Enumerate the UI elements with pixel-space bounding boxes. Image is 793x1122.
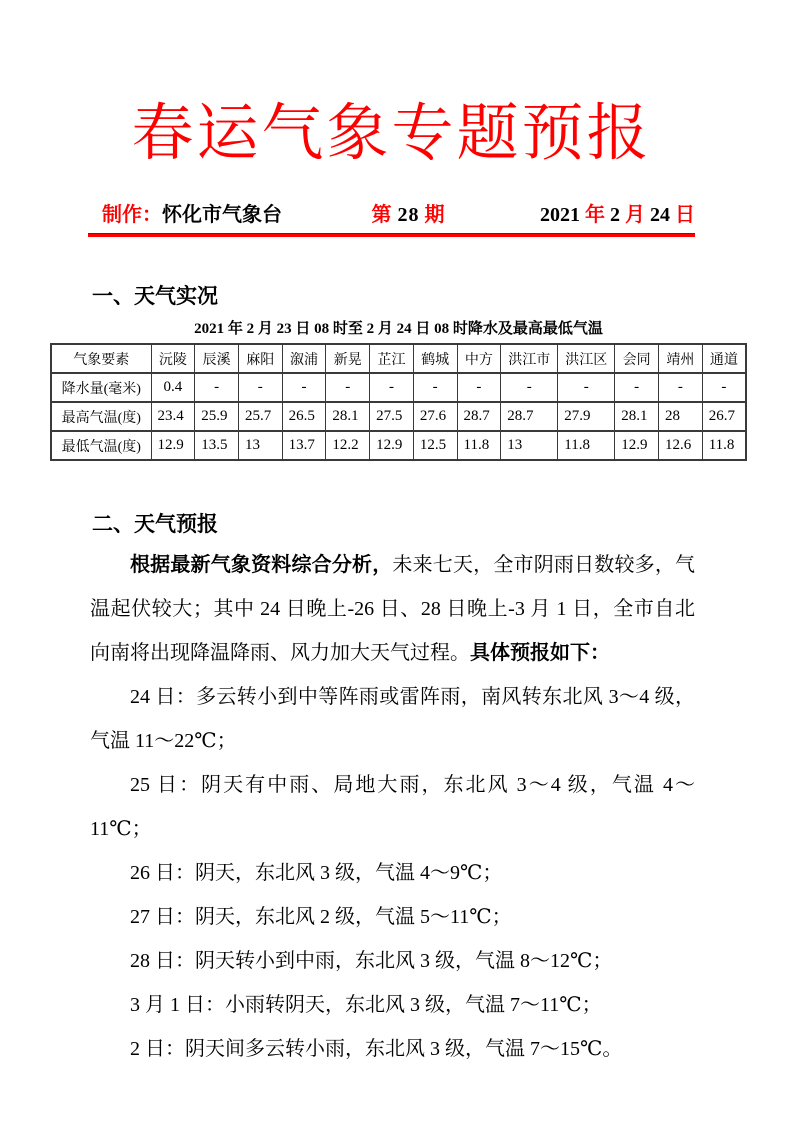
forecast-item: 2 日：阴天间多云转小雨，东北风 3 级，气温 7～15℃。 <box>130 1038 623 1060</box>
table-cell: - <box>195 373 239 402</box>
row-label-cell: 降水量(毫米) <box>51 373 151 402</box>
date-month: 2 <box>610 204 620 226</box>
forecast-item: 25 日：阴天有中雨、局地大雨，东北风 3～4 级，气温 4～11℃； <box>90 774 695 840</box>
forecast-item: 24 日：多云转小到中等阵雨或雷阵雨，南风转东北风 3～4 级，气温 11～22℃； <box>90 686 695 752</box>
table-cell: 13 <box>238 431 282 460</box>
table-cell: 27.9 <box>558 402 615 431</box>
producer-label: 制作： <box>102 204 162 226</box>
forecast-list <box>90 675 695 1071</box>
issue-suffix: 期 <box>424 204 446 226</box>
intro-lead-bold: 根据最新气象资料综合分析， <box>130 554 393 576</box>
report-title: 春运气象专题预报 <box>131 100 652 168</box>
table-cell: 12.5 <box>413 431 457 460</box>
report-date <box>535 202 695 228</box>
section-heading-actual: 一、天气实况 <box>92 285 218 308</box>
table-header-cell: 芷江 <box>370 344 414 373</box>
table-cell: - <box>326 373 370 402</box>
forecast-item: 3 月 1 日：小雨转阴天，东北风 3 级，气温 7～11℃； <box>130 994 602 1016</box>
intro-body: 未来七天，全市阴雨日数较多，气温起伏较大；其中 24 日晚上-26 日、28 日晚上-3 月 1 日，全市自北向南将出现降温降雨、风力加大天气过程。 <box>90 554 696 664</box>
table-cell: 11.8 <box>558 431 615 460</box>
table-header-cell: 气象要素 <box>51 344 151 373</box>
date-day-unit: 日 <box>675 204 695 226</box>
row-label-cell: 最高气温(度) <box>51 402 151 431</box>
table-cell: 28.7 <box>457 402 501 431</box>
table-header-cell: 麻阳 <box>238 344 282 373</box>
table-cell: 12.2 <box>326 431 370 460</box>
table-header-cell: 通道 <box>702 344 746 373</box>
table-header-cell: 洪江区 <box>558 344 615 373</box>
table-cell: 28.1 <box>326 402 370 431</box>
table-caption: 2021 年 2 月 23 日 08 时至 2 月 24 日 08 时降水及最高最低气温 <box>194 321 603 337</box>
table-cell: 12.9 <box>151 431 195 460</box>
forecast-item: 28 日：阴天转小到中雨，东北风 3 级，气温 8～12℃； <box>130 950 613 972</box>
table-cell: - <box>457 373 501 402</box>
table-cell: 28 <box>658 402 702 431</box>
table-cell: 27.5 <box>370 402 414 431</box>
table-cell: 13.7 <box>282 431 326 460</box>
observation-table-block <box>50 319 747 461</box>
table-cell: 23.4 <box>151 402 195 431</box>
table-header-cell: 沅陵 <box>151 344 195 373</box>
table-header-cell: 靖州 <box>658 344 702 373</box>
table-cell: - <box>615 373 659 402</box>
intro-tail-bold: 具体预报如下： <box>470 642 610 664</box>
table-cell: - <box>558 373 615 402</box>
table-cell: 11.8 <box>457 431 501 460</box>
producer-name: 怀化市气象台 <box>162 204 282 226</box>
date-month-unit: 月 <box>625 204 645 226</box>
table-header-cell: 新晃 <box>326 344 370 373</box>
table-header-row <box>51 344 746 373</box>
table-cell: 26.7 <box>702 402 746 431</box>
table-cell: 12.6 <box>658 431 702 460</box>
red-rule-divider <box>88 233 695 237</box>
masthead-info-row <box>88 202 695 228</box>
table-header-cell: 中方 <box>457 344 501 373</box>
table-cell: 27.6 <box>413 402 457 431</box>
table-header-cell: 鹤城 <box>413 344 457 373</box>
observations-table <box>50 343 747 461</box>
table-cell: - <box>501 373 558 402</box>
table-cell: 13 <box>501 431 558 460</box>
table-cell: - <box>658 373 702 402</box>
table-cell: - <box>238 373 282 402</box>
section-heading-forecast: 二、天气预报 <box>92 513 218 536</box>
table-cell: - <box>282 373 326 402</box>
content <box>61 283 738 1071</box>
table-cell: - <box>413 373 457 402</box>
intro-paragraph <box>90 543 695 675</box>
issue-number <box>372 202 446 228</box>
table-cell: 25.7 <box>238 402 282 431</box>
table-cell: - <box>702 373 746 402</box>
masthead <box>88 0 695 237</box>
table-cell: 0.4 <box>151 373 195 402</box>
date-year-unit: 年 <box>585 204 605 226</box>
date-year: 2021 <box>540 204 580 226</box>
table-header-cell: 辰溪 <box>195 344 239 373</box>
table-header-cell: 洪江市 <box>501 344 558 373</box>
forecast-item: 27 日：阴天，东北风 2 级，气温 5～11℃； <box>130 906 512 928</box>
row-label-cell: 最低气温(度) <box>51 431 151 460</box>
issue-value: 28 <box>397 204 420 226</box>
forecast-item: 26 日：阴天，东北风 3 级，气温 4～9℃； <box>130 862 503 884</box>
table-cell: 28.1 <box>615 402 659 431</box>
issue-prefix: 第 <box>371 204 393 226</box>
table-cell: 28.7 <box>501 402 558 431</box>
table-header-cell: 溆浦 <box>282 344 326 373</box>
table-row <box>51 402 746 431</box>
table-cell: 26.5 <box>282 402 326 431</box>
table-row <box>51 373 746 402</box>
table-row <box>51 431 746 460</box>
table-cell: 11.8 <box>702 431 746 460</box>
table-cell: 12.9 <box>370 431 414 460</box>
table-cell: 13.5 <box>195 431 239 460</box>
table-cell: - <box>370 373 414 402</box>
date-day: 24 <box>650 204 670 226</box>
producer <box>88 202 282 228</box>
table-cell: 12.9 <box>615 431 659 460</box>
table-cell: 25.9 <box>195 402 239 431</box>
table-header-cell: 会同 <box>615 344 659 373</box>
